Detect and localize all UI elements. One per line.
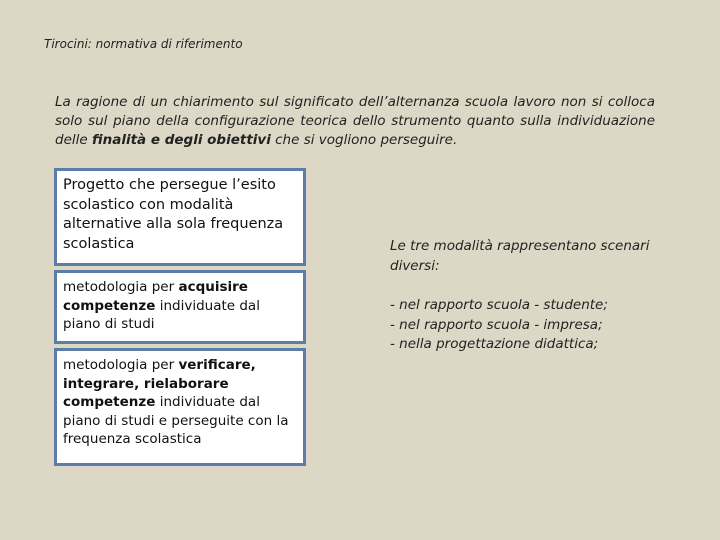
box-verify-skills	[54, 348, 306, 466]
intro-paragraph	[55, 93, 655, 150]
intro-text-before: La ragione di un chiarimento sul significato dell’alternanza scuola lavoro non si colloca solo sul piano della configurazione teorica dello strumento quanto sulla individuazione delle	[55, 94, 655, 148]
box-project-text: Progetto che persegue l’esito scolastico con modalità alternative alla sola frequenza scolastica	[63, 177, 284, 252]
scenarios-heading: Le tre modalità rappresentano scenari diversi:	[390, 238, 650, 274]
intro-bold-text: finalità e degli obiettivi	[91, 132, 271, 148]
scenarios-list	[390, 296, 710, 355]
scenario-item: - nel rapporto scuola - impresa;	[390, 316, 603, 333]
scenario-item: - nella progettazione didattica;	[390, 336, 599, 352]
scenario-item: - nel rapporto scuola - studente;	[390, 297, 608, 313]
intro-text-after: che si vogliono perseguire.	[270, 132, 458, 148]
box-acquire-pre: metodologia per	[63, 279, 179, 295]
box-acquire-bold: acquisire competenze	[63, 279, 248, 314]
slide-title: Tirocini: normativa di riferimento	[44, 37, 243, 51]
box-verify-bold: verificare, integrare, rielaborare competenze	[63, 357, 256, 410]
box-project	[54, 168, 306, 266]
box-acquire-post: individuate dal piano di studi	[63, 297, 260, 332]
box-verify-post: individuate dal piano di studi e perseguite con la frequenza scolastica	[63, 394, 289, 447]
box-verify-pre: metodologia per	[63, 357, 179, 373]
box-acquire-skills	[54, 270, 306, 344]
